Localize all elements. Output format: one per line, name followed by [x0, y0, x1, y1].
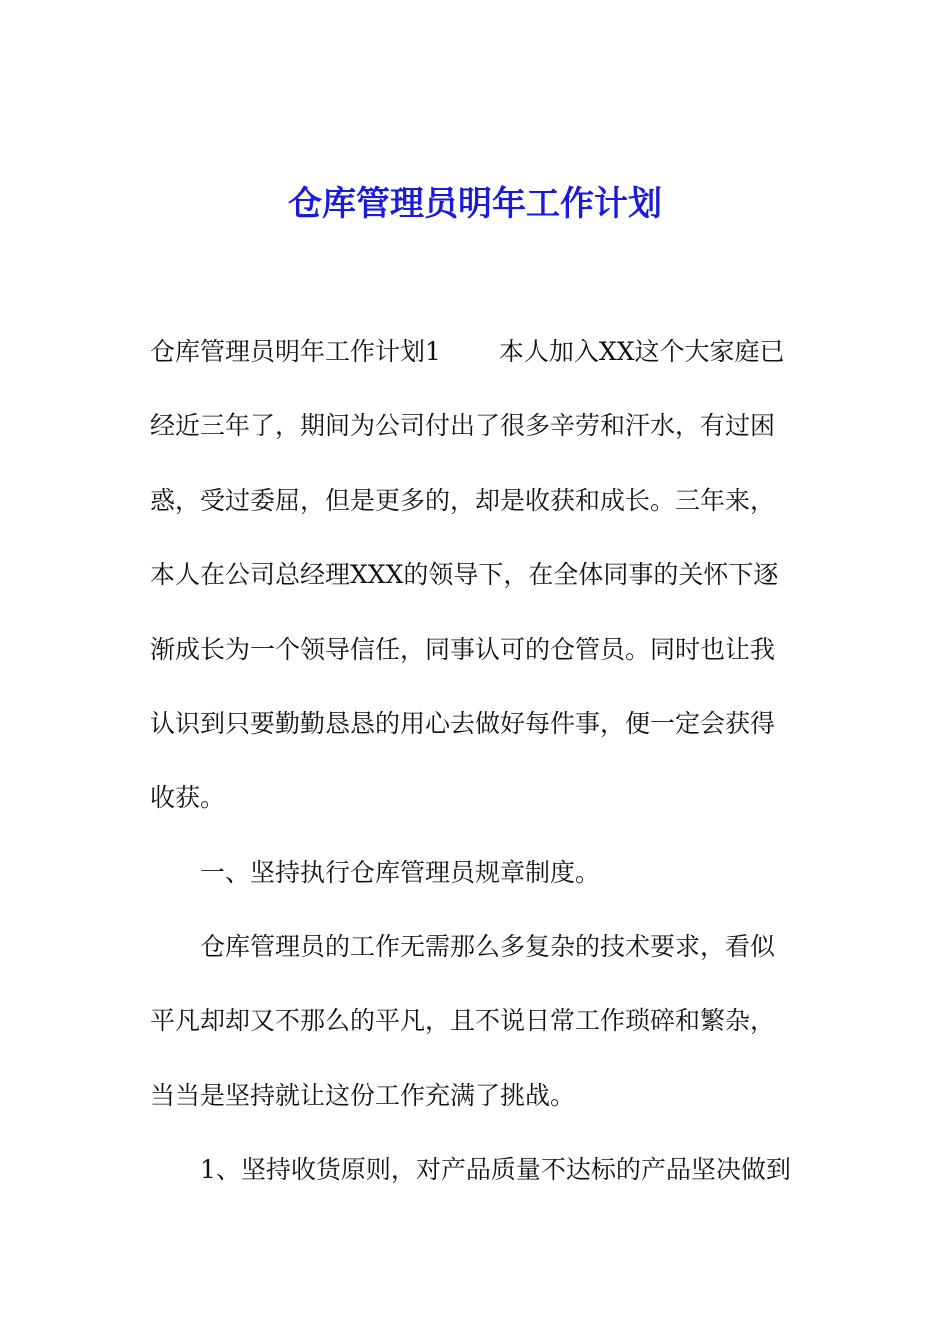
section-heading: 一、坚持执行仓库管理员规章制度。 [200, 858, 601, 887]
document-title: 仓库管理员明年工作计划 [288, 184, 662, 224]
paragraph-line: 认识到只要勤勤恳恳的用心去做好每件事，便一定会获得 [150, 709, 776, 738]
paragraph-line: 渐成长为一个领导信任，同事认可的仓管员。同时也让我 [150, 635, 776, 664]
document-body [150, 332, 800, 1212]
line-text: 仓库管理员明年工作计划1 [150, 337, 441, 366]
paragraph-line: 当当是坚持就让这份工作充满了挑战。 [150, 1081, 576, 1110]
paragraph-line: 经近三年了，期间为公司付出了很多辛劳和汗水，有过困 [150, 411, 776, 440]
paragraph-line: 收获。 [150, 783, 226, 812]
paragraph-line: 本人在公司总经理XXX的领导下，在全体同事的关怀下逐 [150, 560, 779, 589]
line-text: 本人加入XX这个大家庭已 [498, 337, 785, 366]
paragraph-line: 平凡却却又不那么的平凡，且不说日常工作琐碎和繁杂， [150, 1006, 776, 1035]
paragraph-line [150, 332, 785, 372]
paragraph-line: 惑，受过委屈，但是更多的，却是收获和成长。三年来， [150, 486, 776, 515]
list-item-line: 1、坚持收货原则，对产品质量不达标的产品坚决做到 [200, 1155, 791, 1184]
paragraph-line: 仓库管理员的工作无需那么多复杂的技术要求，看似 [200, 932, 776, 961]
